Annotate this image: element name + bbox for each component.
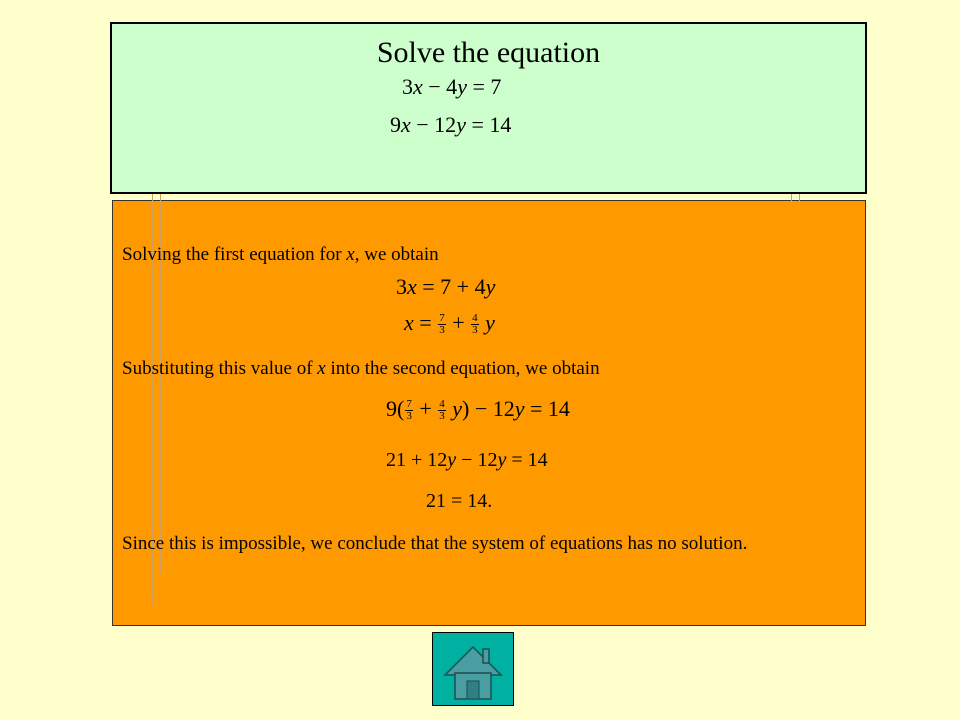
question-equation-2: 9x − 12y = 14 bbox=[390, 112, 512, 137]
solution-step-1-text: Solving the first equation for x, we obtain bbox=[122, 244, 439, 265]
home-button[interactable] bbox=[432, 632, 514, 706]
equation-3x-eq: 3x = 7 + 4y bbox=[396, 274, 496, 299]
equation-x-eq: x = $\frac{7}{3}$ + $\frac{4}{3}$ y bbox=[404, 310, 495, 337]
home-icon bbox=[439, 637, 507, 701]
question-equation-1: 3x − 4y = 7 bbox=[402, 74, 502, 99]
conclusion-text: Since this is impossible, we conclude that the system of equations has no solution. bbox=[122, 533, 748, 554]
question-title: Solve the equation bbox=[376, 36, 601, 69]
equation-contradiction: 21 = 14. bbox=[426, 490, 493, 512]
equation-simplified: 21 + 12y − 12y = 14 bbox=[386, 449, 548, 471]
question-panel bbox=[110, 22, 867, 194]
equation-substituted: 9( $\frac{7}{3}$ + $\frac{4}{3}$ y) − 12y = 14 bbox=[386, 396, 570, 423]
solution-step-2-text: Substituting this value of x into the second equation, we obtain bbox=[122, 358, 600, 379]
